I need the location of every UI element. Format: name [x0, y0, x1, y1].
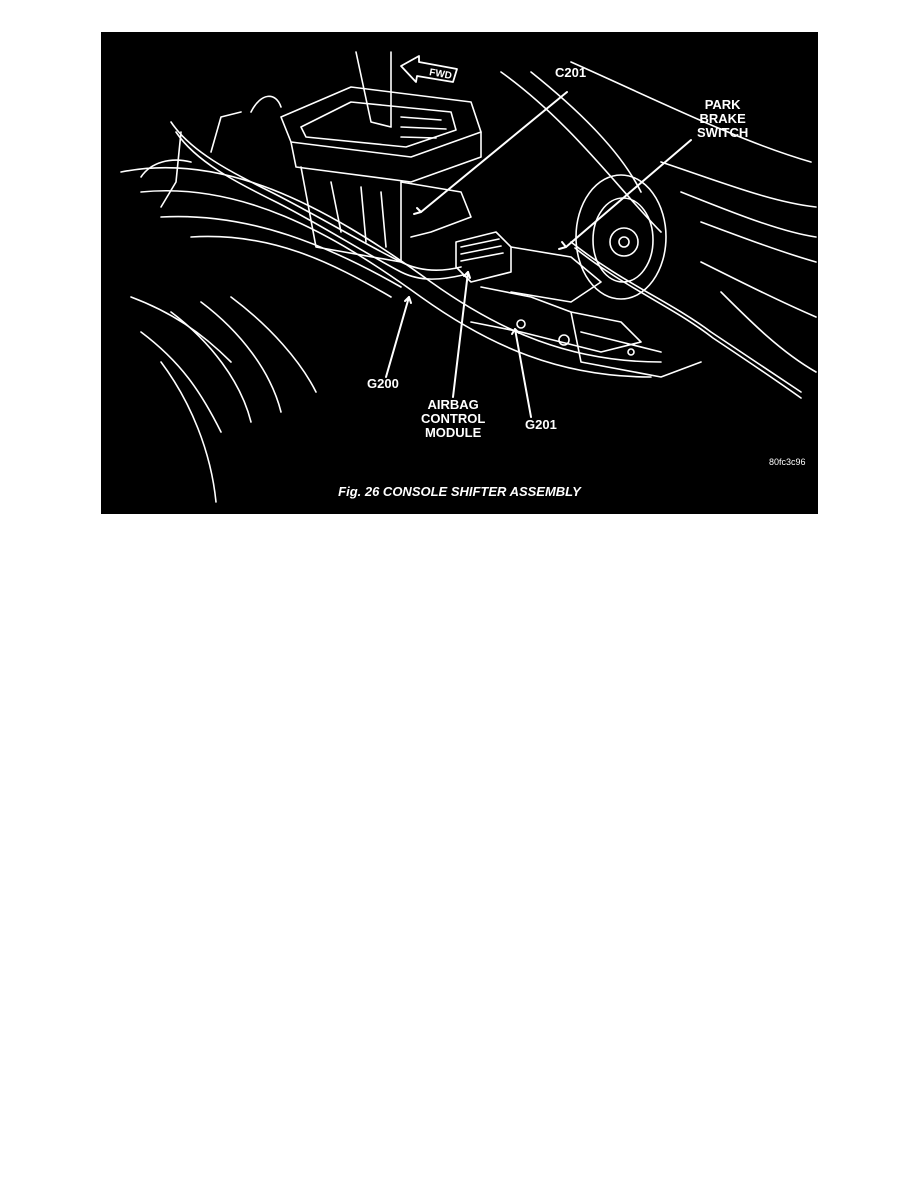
- console-shifter-figure: [101, 32, 818, 514]
- airbag-control-module-callout: AIRBAG CONTROL MODULE: [421, 397, 486, 440]
- g201-callout: G201: [525, 417, 557, 432]
- fwd-label: FWD: [428, 67, 453, 82]
- figure-caption: Fig. 26 CONSOLE SHIFTER ASSEMBLY: [338, 484, 581, 499]
- c201-callout: C201: [555, 65, 587, 80]
- figure-code: 80fc3c96: [769, 457, 806, 467]
- g200-callout: G200: [367, 376, 399, 391]
- park-brake-switch-callout: PARK BRAKE SWITCH: [697, 97, 749, 140]
